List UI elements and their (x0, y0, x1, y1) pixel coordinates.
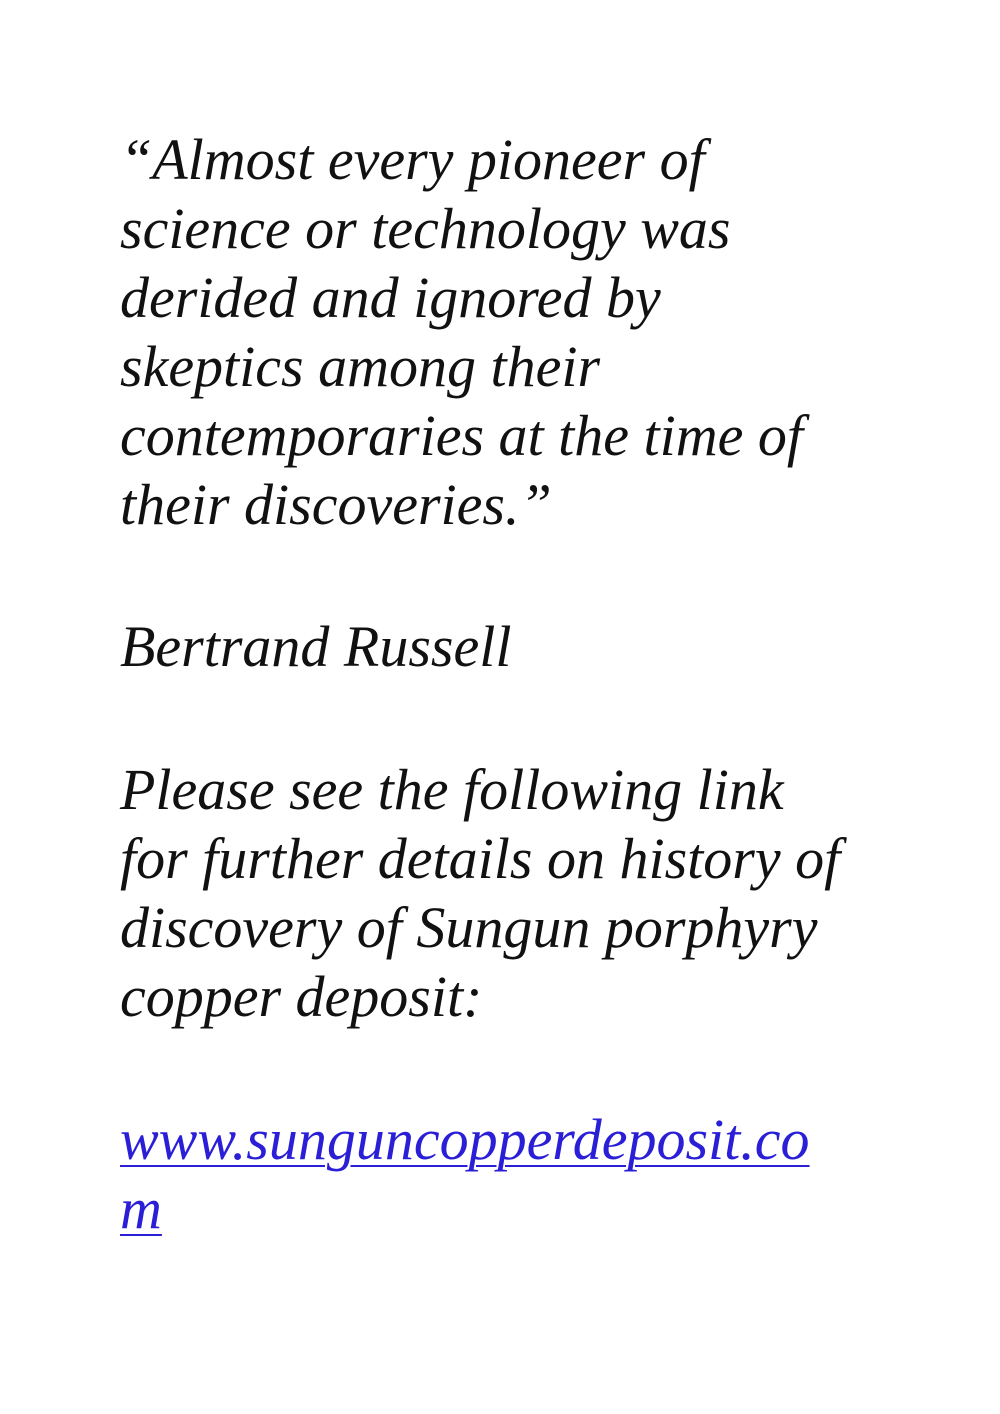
quote-block (120, 125, 920, 539)
note-line: for further details on history of (120, 826, 841, 891)
note-line: Please see the following link (120, 757, 784, 822)
note-line: discovery of Sungun porphyry (120, 895, 818, 960)
quote-line: skeptics among their (120, 334, 601, 399)
quote-line: derided and ignored by (120, 265, 661, 330)
note-line: copper deposit: (120, 964, 483, 1029)
quote-line: their discoveries.” (120, 472, 552, 537)
quote-line: “Almost every pioneer of (120, 127, 705, 192)
website-link-line[interactable]: www.sunguncopperdeposit.co (120, 1107, 810, 1172)
quote-line: science or technology was (120, 196, 731, 261)
note-block (120, 755, 920, 1031)
author-name: Bertrand Russell (120, 614, 512, 679)
website-link-line[interactable]: m (120, 1176, 162, 1241)
quote-line: contemporaries at the time of (120, 403, 804, 468)
website-link[interactable] (120, 1105, 920, 1243)
author-block (120, 612, 920, 681)
